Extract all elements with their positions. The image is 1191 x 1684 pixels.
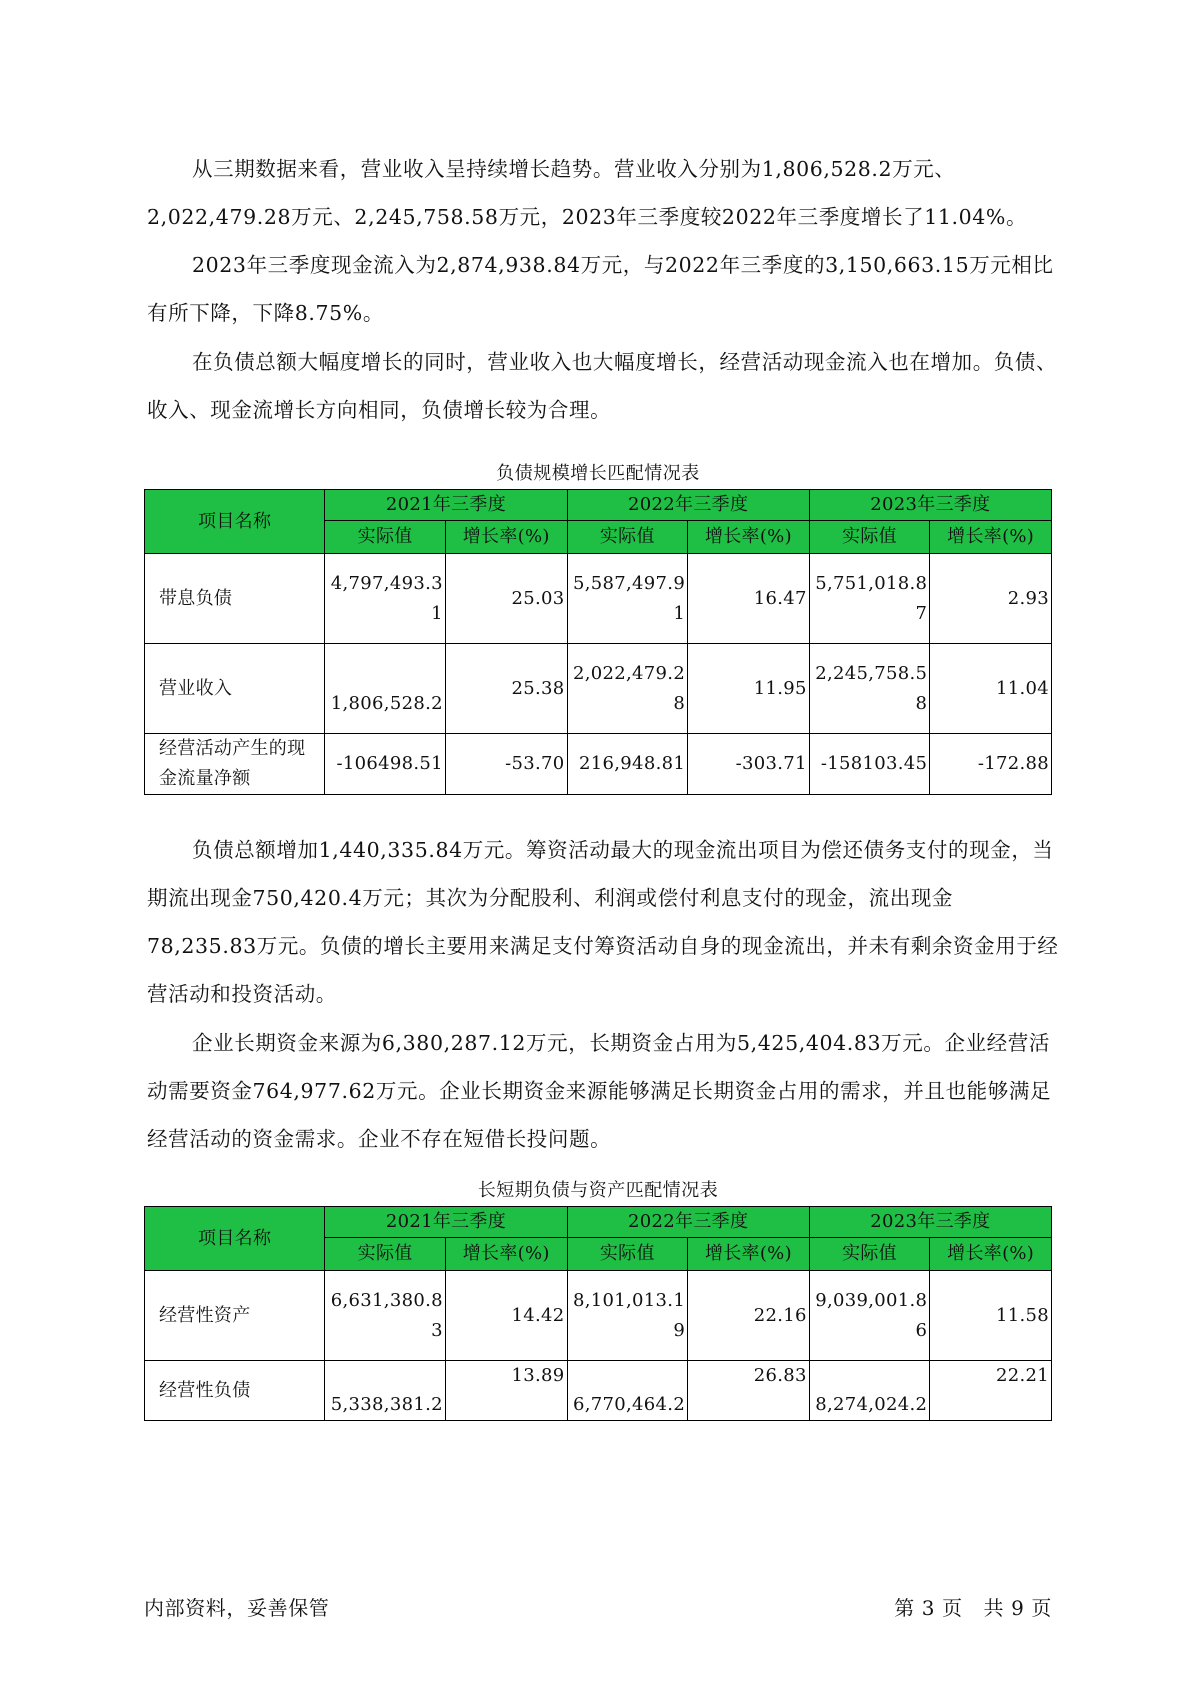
cell-value: -172.88 (930, 734, 1052, 795)
table-row (145, 644, 1052, 734)
cell-value: 2.93 (930, 554, 1052, 644)
header-growth: 增长率(%) (688, 521, 810, 554)
cell-value: 26.83 (688, 1361, 810, 1421)
row-label: 经营活动产生的现金流量净额 (145, 734, 325, 795)
cell-value: 6,770,464.2 (567, 1361, 688, 1421)
header-period-2021: 2021年三季度 (325, 1207, 567, 1238)
cell-value: 4,797,493.31 (325, 554, 446, 644)
cell-value: 5,587,497.91 (567, 554, 688, 644)
footer-confidential-note: 内部资料，妥善保管 (144, 1596, 330, 1620)
cell-value: -158103.45 (809, 734, 930, 795)
cell-value: 13.89 (445, 1361, 567, 1421)
footer-page-number: 第 3 页 共 9 页 (894, 1596, 1052, 1620)
cell-value: 22.16 (688, 1271, 810, 1361)
cell-value: 22.21 (930, 1361, 1052, 1421)
header-actual: 实际值 (325, 521, 446, 554)
paragraph-revenue-trend: 从三期数据来看，营业收入呈持续增长趋势。营业收入分别为1,806,528.2万元、2,022,479.28万元、2,245,758.58万元，2023年三季度较2022年三季度增长了11.04%。 (147, 157, 1028, 229)
paragraph-debt-growth: 在负债总额大幅度增长的同时，营业收入也大幅度增长，经营活动现金流入也在增加。负债、收入、现金流增长方向相同，负债增长较为合理。 (147, 350, 1058, 422)
header-period-2022: 2022年三季度 (567, 1207, 809, 1238)
header-growth: 增长率(%) (930, 1238, 1052, 1271)
cell-value: 11.04 (930, 644, 1052, 734)
cell-value: 8,101,013.19 (567, 1271, 688, 1361)
header-actual: 实际值 (567, 521, 688, 554)
table-row (145, 1271, 1052, 1361)
header-growth: 增长率(%) (930, 521, 1052, 554)
cell-value: 25.03 (445, 554, 567, 644)
cell-value: 2,245,758.58 (809, 644, 930, 734)
row-label: 经营性资产 (145, 1271, 325, 1361)
table-header-row (145, 490, 1052, 521)
header-actual: 实际值 (809, 1238, 930, 1271)
cell-value: 5,338,381.2 (325, 1361, 446, 1421)
header-item-name: 项目名称 (145, 490, 325, 554)
table-row (145, 554, 1052, 644)
cell-value: 216,948.81 (567, 734, 688, 795)
cell-value: 1,806,528.2 (325, 644, 446, 734)
header-period-2023: 2023年三季度 (809, 1207, 1051, 1238)
cell-value: 16.47 (688, 554, 810, 644)
paragraph-debt-increase: 负债总额增加1,440,335.84万元。筹资活动最大的现金流出项目为偿还债务支付的现金，当期流出现金750,420.4万元；其次为分配股利、利润或偿付利息支付的现金，流出现金78,235.83万元。负债的增长主要用来满足支付筹资活动自身的现金流出，并未有剩余资金用于经营活动和投资活动。 (147, 838, 1059, 1006)
paragraph-long-term-funds: 企业长期资金来源为6,380,287.12万元，长期资金占用为5,425,404.83万元。企业经营活动需要资金764,977.62万元。企业长期资金来源能够满足长期资金占用的需求，并且也能够满足经营活动的资金需求。企业不存在短借长投问题。 (147, 1031, 1052, 1151)
cell-value: 14.42 (445, 1271, 567, 1361)
header-period-2021: 2021年三季度 (325, 490, 567, 521)
header-item-name: 项目名称 (145, 1207, 325, 1271)
table1-caption: 负债规模增长匹配情况表 (496, 463, 700, 484)
row-label: 经营性负债 (145, 1361, 325, 1421)
debt-growth-table (144, 489, 1052, 795)
header-period-2022: 2022年三季度 (567, 490, 809, 521)
cell-value: 6,631,380.83 (325, 1271, 446, 1361)
row-label: 带息负债 (145, 554, 325, 644)
cell-value: 9,039,001.86 (809, 1271, 930, 1361)
header-actual: 实际值 (809, 521, 930, 554)
cell-value: 11.58 (930, 1271, 1052, 1361)
cell-value: -53.70 (445, 734, 567, 795)
table-header-row (145, 1207, 1052, 1238)
header-growth: 增长率(%) (445, 521, 567, 554)
table-row (145, 734, 1052, 795)
cell-value: 2,022,479.28 (567, 644, 688, 734)
cell-value: 11.95 (688, 644, 810, 734)
header-growth: 增长率(%) (688, 1238, 810, 1271)
paragraph-cash-inflow: 2023年三季度现金流入为2,874,938.84万元，与2022年三季度的3,150,663.15万元相比有所下降，下降8.75%。 (147, 253, 1054, 325)
header-period-2023: 2023年三季度 (809, 490, 1051, 521)
header-actual: 实际值 (325, 1238, 446, 1271)
header-growth: 增长率(%) (445, 1238, 567, 1271)
asset-liability-table (144, 1206, 1052, 1421)
cell-value: 8,274,024.2 (809, 1361, 930, 1421)
row-label: 营业收入 (145, 644, 325, 734)
cell-value: 25.38 (445, 644, 567, 734)
table-row (145, 1361, 1052, 1421)
table2-caption: 长短期负债与资产匹配情况表 (477, 1180, 719, 1201)
header-actual: 实际值 (567, 1238, 688, 1271)
cell-value: -106498.51 (325, 734, 446, 795)
cell-value: -303.71 (688, 734, 810, 795)
cell-value: 5,751,018.87 (809, 554, 930, 644)
